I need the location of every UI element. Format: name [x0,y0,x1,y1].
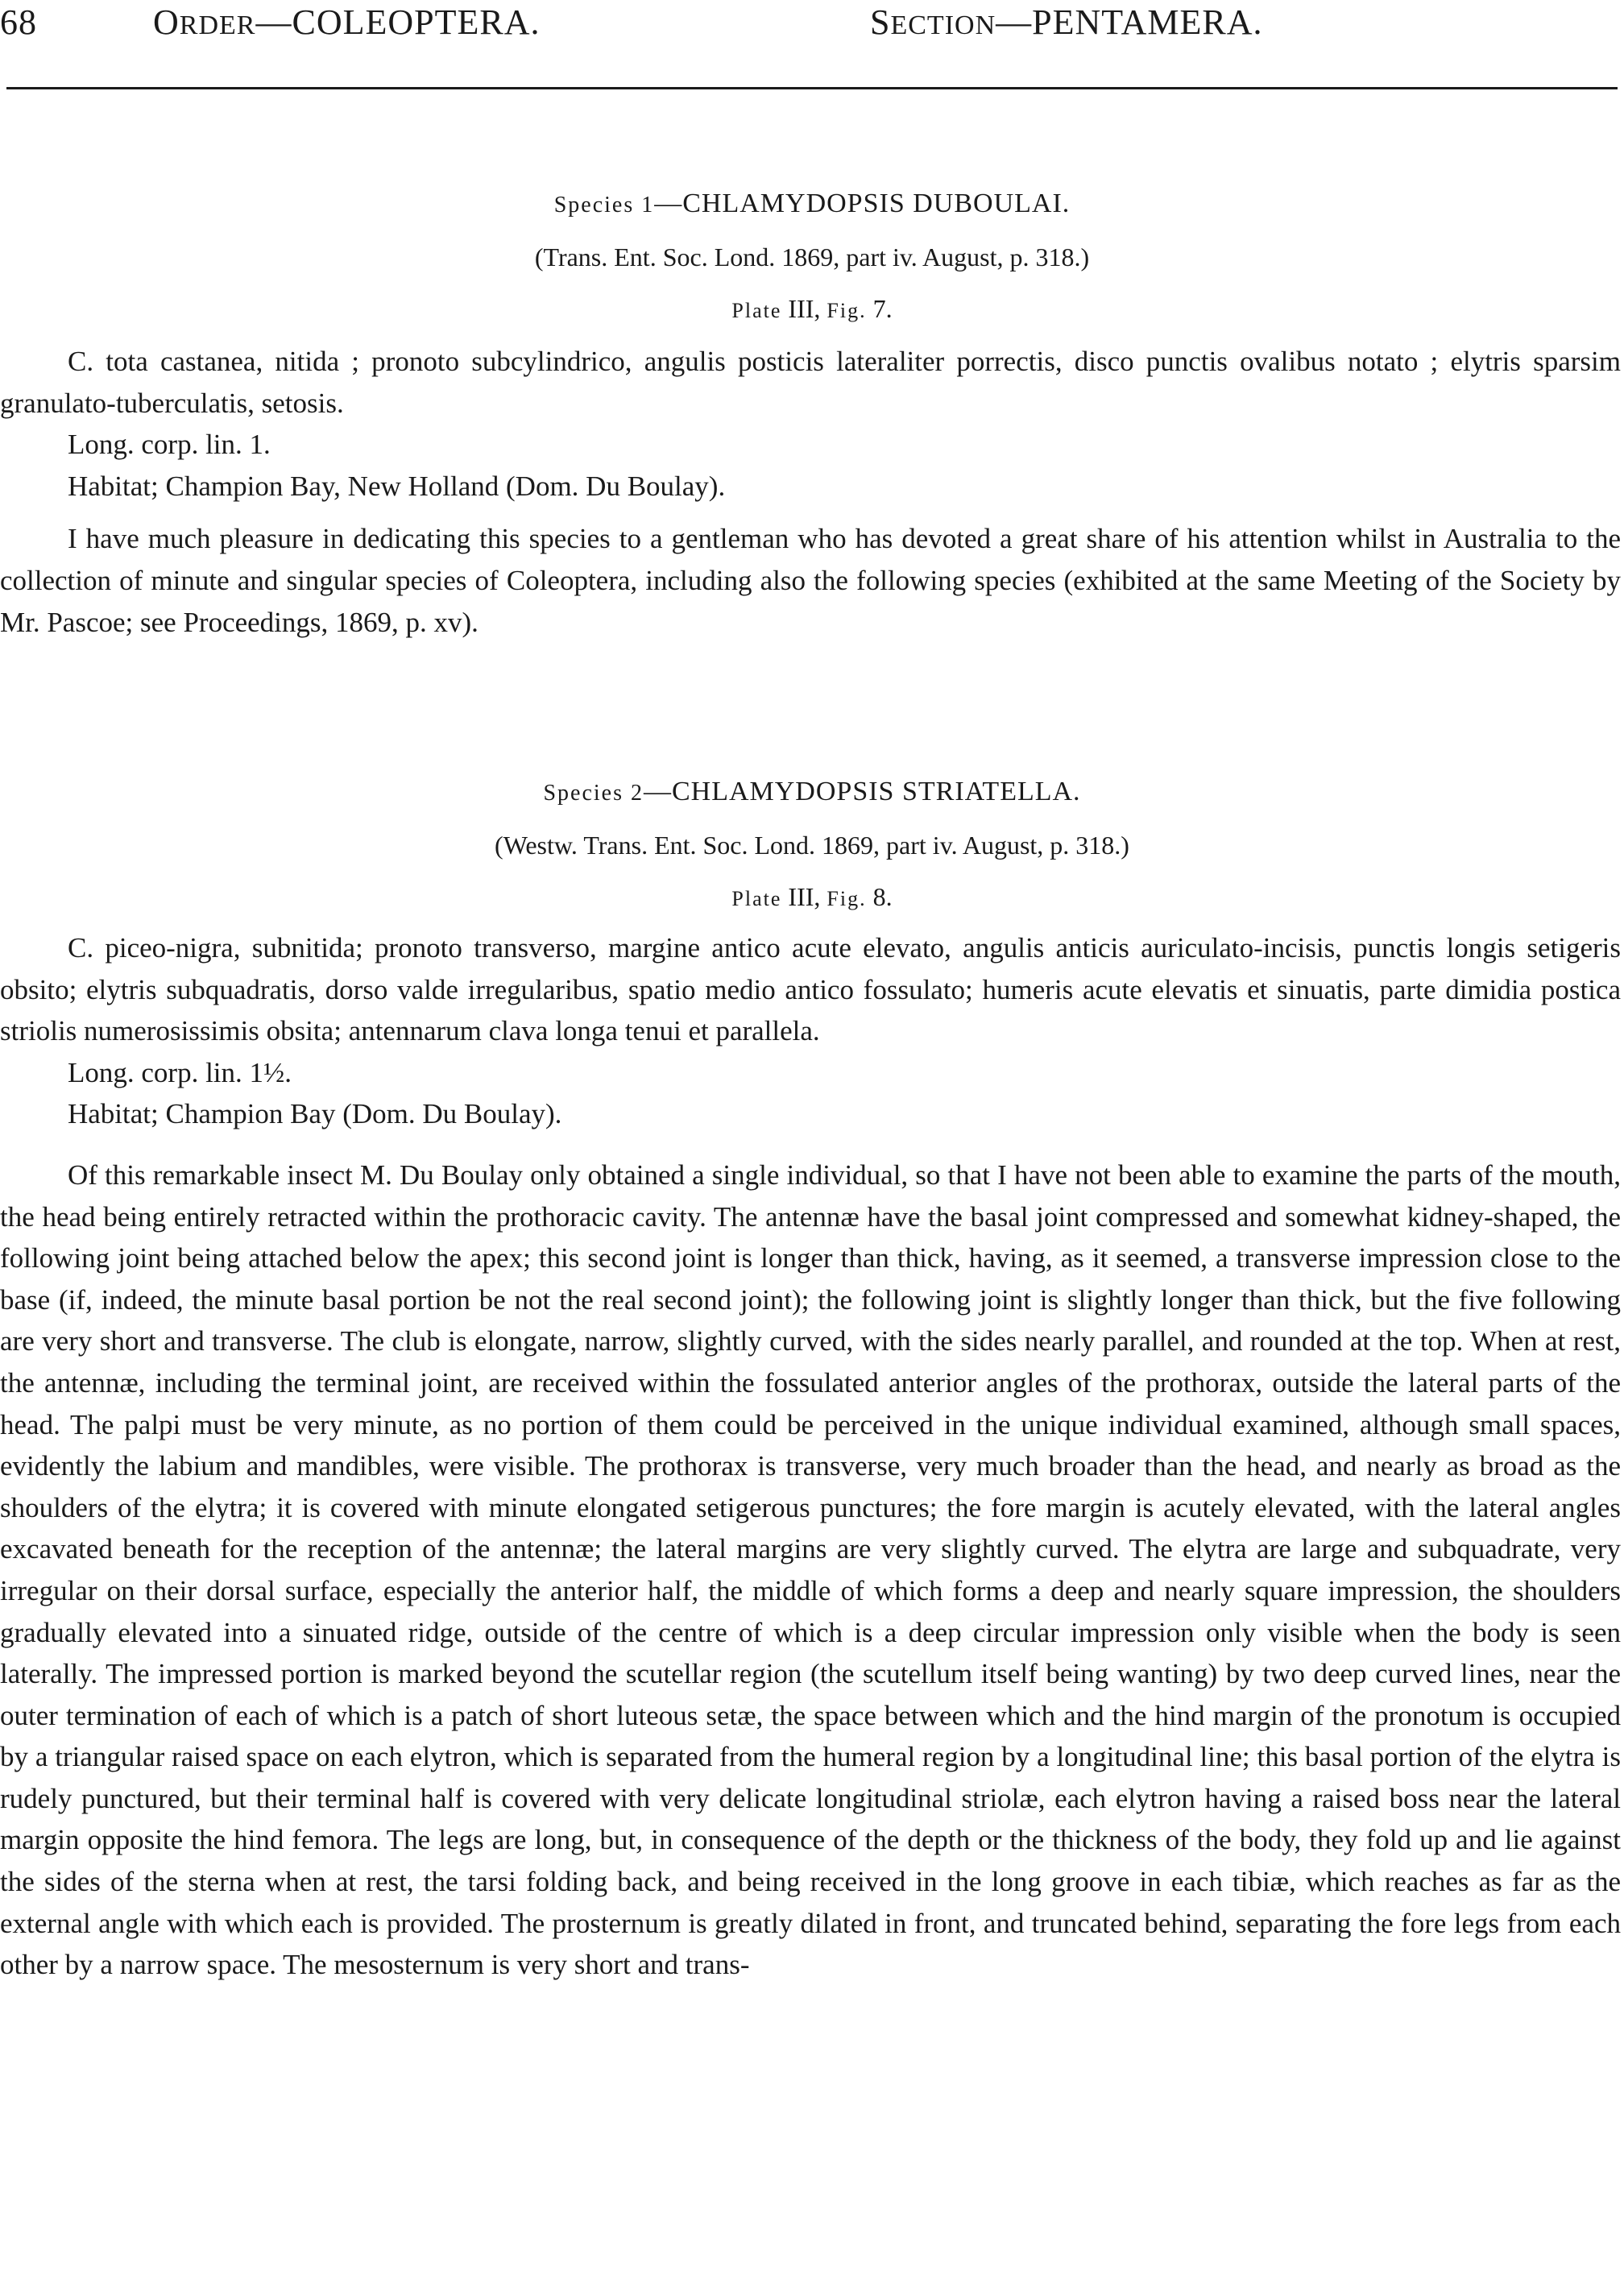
species-1-plate-word: Plate [731,299,782,322]
section-rest: —PENTAMERA. [996,2,1263,42]
section-cap: S [870,2,891,42]
species-1-block [0,187,1624,643]
species-1-label: Species 1 [553,193,655,218]
species-1-heading [0,187,1624,222]
order-heading [153,2,540,47]
order-small: RDER [179,10,256,40]
species-1-reference: (Trans. Ent. Soc. Lond. 1869, part iv. August, p. 318.) [534,242,1090,271]
species-2-note: Of this remarkable insect M. Du Boulay only obtained a single individual, so that I have not been able to examine the parts of the mouth, the head being entirely retracted within the prothoracic cavity. The antennæ have the basal joint compressed and somewhat kidney-shaped, the following joint being attached below the apex; this second joint is longer than thick, having, as it seemed, a transverse impression close to the base (if, indeed, the minute basal portion be not the real second joint); the following joint is slightly longer than thick, but the five following are very short and transverse. The club is elongate, narrow, slightly curved, with the sides nearly parallel, and rounded at the top. When at rest, the antennæ, including the terminal joint, are received within the fossulated anterior angles of the prothorax, outside the lateral parts of the head. The palpi must be very minute, as no portion of them could be perceived in the unique individual examined, although small spaces, evidently the labium and mandibles, were visible. The prothorax is transverse, very much broader than the head, and nearly as broad as the shoulders of the elytra; it is covered with minute elongated setigerous punctures; the fore margin is acutely elevated, with the lateral angles excavated beneath for the reception of the antennæ; the lateral margins are very slightly curved. The elytra are large and subquadrate, very irregular on their dorsal surface, especially the anterior half, the middle of which forms a deep and nearly square impression, the shoulders gradually elevated into a sinuated ridge, outside of the centre of which is a deep circular impression only visible when the body is seen laterally. The impressed portion is marked beyond the scutellar region (the scutellum itself being wanting) by two deep curved lines, near the outer termination of each of which is a patch of short luteous setæ, the space between which and the hind margin of the pronotum is occupied by a triangular raised space on each elytron, which is separated from the humeral region by a longitudinal line; this basal portion of the elytra is rudely punctured, but their terminal half is covered with very delicate longitudinal striolæ, each elytron having a raised boss near the lateral margin opposite the hind femora. The legs are long, but, in consequence of the depth or the thickness of the body, they fold up and lie against the sides of the sterna when at rest, the tarsi folding back, and being received in the long groove in each tibiæ, which reaches as far as the external angle with which each is provided. The prosternum is greatly dilated in front, and truncated behind, separating the fore legs from each other by a narrow space. The mesosternum is very short and trans- [0,1158,1621,1981]
species-2-length: Long. corp. lin. 1½. [68,1056,292,1088]
species-1-fig-word: Fig. [826,299,867,322]
species-1-note: I have much pleasure in dedicating this species to a gentleman who has devoted a great share of his attention whilst in Australia to the collection of minute and singular species of Coleoptera, including also the following species (exhibited at the same Meeting of the Society by Mr. Pascoe; see Proceedings, 1869, p. xv). [0,523,1621,638]
order-cap: O [153,2,180,42]
species-2-habitat: Habitat; Champion Bay (Dom. Du Boulay). [68,1098,562,1130]
species-1-fig-num: 7. [872,294,893,323]
header-rule [6,87,1618,89]
species-1-description: C. tota castanea, nitida ; pronoto subcylindrico, angulis posticis lateraliter porrectis, disco punctis ovalibus notato ; elytris sparsim granulato-tuberculatis, setosis. [0,346,1621,419]
species-2-plate-word: Plate [731,887,782,910]
species-2-name: —CHLAMYDOPSIS STRIATELLA. [643,777,1081,806]
species-2-plate [0,880,1624,916]
species-2-heading [0,775,1624,810]
order-rest: —COLEOPTERA. [255,2,541,42]
species-1-plate [0,292,1624,328]
species-2-description: C. piceo-nigra, subnitida; pronoto transverso, margine antico acute elevato, angulis anticis auriculato-incisis, punctis longis setigeris obsito; elytris subquadratis, dorso valde irregularibus, spatio medio antico fossulato; humeris acute elevatis et sinuatis, parte dimidia postica striolis numerosissimis obsita; antennarum clava longa tenui et parallela. [0,932,1621,1047]
species-1-plate-num: III, [788,294,821,323]
species-1-habitat: Habitat; Champion Bay, New Holland (Dom. Du Boulay). [68,470,726,502]
section-heading [870,2,1263,47]
running-header [0,2,1624,44]
species-2-plate-num: III, [788,882,821,911]
species-2-label: Species 2 [543,781,644,806]
species-2-reference: (Westw. Trans. Ent. Soc. Lond. 1869, part iv. August, p. 318.) [495,831,1129,860]
section-small: ECTION [890,10,996,40]
species-1-name: —CHLAMYDOPSIS DUBOULAI. [654,189,1071,218]
page-number: 68 [0,2,37,42]
species-2-fig-num: 8. [872,882,893,911]
species-1-length: Long. corp. lin. 1. [68,429,271,461]
species-2-block [0,775,1624,1986]
species-2-fig-word: Fig. [826,887,867,910]
